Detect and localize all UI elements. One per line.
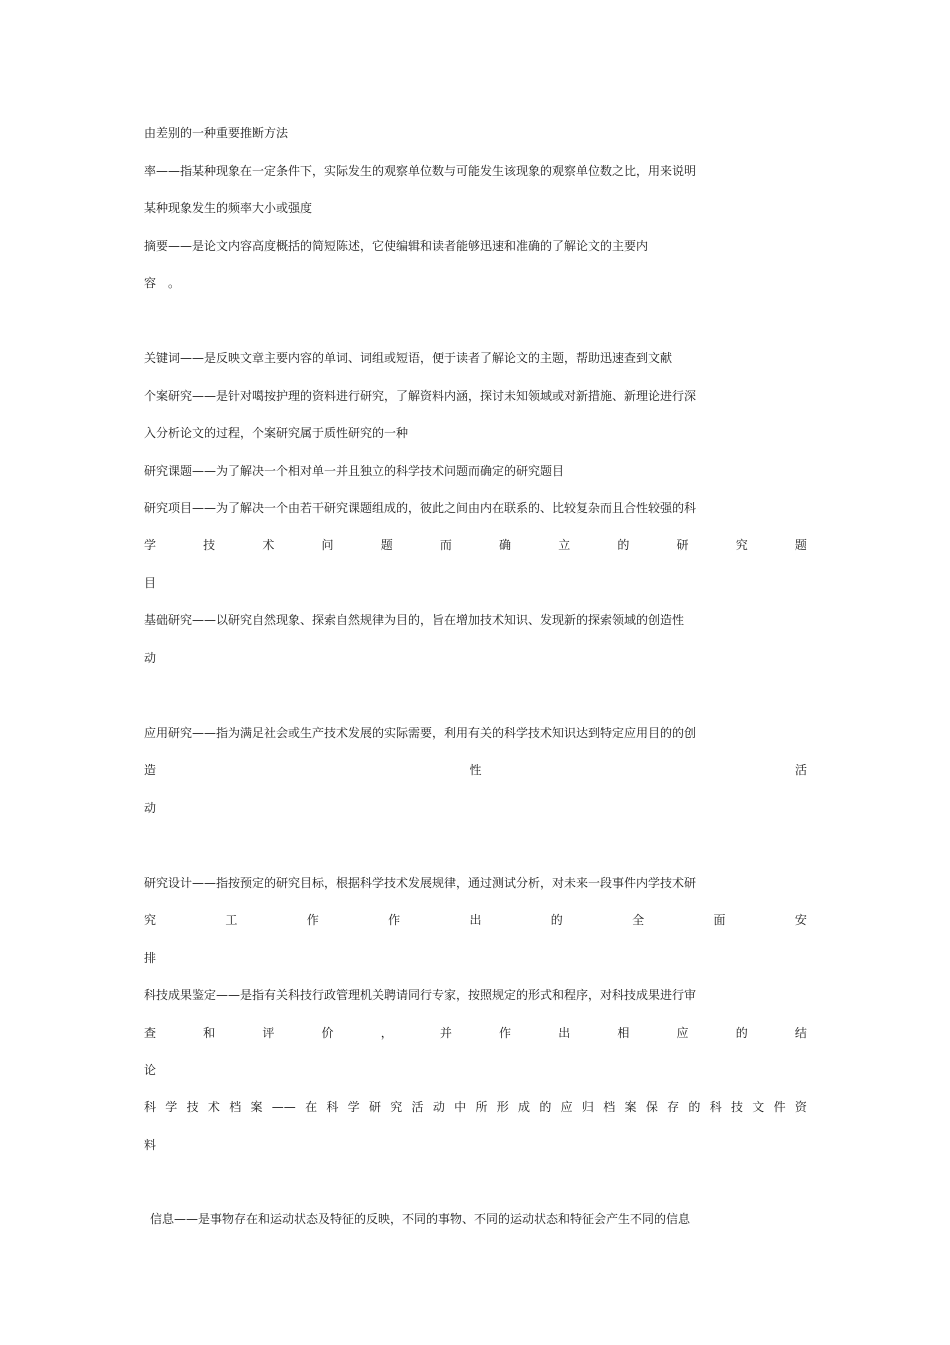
char: 性: [469, 763, 482, 777]
char: 应: [676, 1026, 689, 1040]
char: 安: [794, 913, 807, 927]
char: 所: [475, 1100, 488, 1114]
char: 究: [735, 538, 748, 552]
justified-line: [144, 1100, 807, 1114]
char: 中: [454, 1100, 467, 1114]
char: 而: [439, 538, 452, 552]
char: 术: [207, 1100, 220, 1114]
text-line: 容 。: [144, 276, 181, 290]
char: 确: [499, 538, 512, 552]
justified-line: [144, 1026, 807, 1040]
justified-line: [144, 538, 807, 552]
text-line: 动: [144, 801, 157, 815]
char: 学: [165, 1100, 178, 1114]
char: 作: [388, 913, 401, 927]
char: 档: [229, 1100, 242, 1114]
text-line: 关键词——是反映文章主要内容的单词、词组或短语，便于读者了解论文的主题，帮助迅速查到文献: [144, 351, 673, 365]
char: 全: [632, 913, 645, 927]
justified-line: [144, 763, 807, 777]
char: 并: [439, 1026, 452, 1040]
text-line: 目: [144, 576, 157, 590]
text-line: 入分析论文的过程，个案研究属于质性研究的一种: [144, 426, 409, 440]
char: 活: [411, 1100, 424, 1114]
text-line: 某种现象发生的频率大小或强度: [144, 201, 313, 215]
justified-line: [144, 913, 807, 927]
char: 查: [144, 1026, 157, 1040]
char: 档: [603, 1100, 616, 1114]
char: 的: [735, 1026, 748, 1040]
char: 案: [624, 1100, 637, 1114]
char: 评: [262, 1026, 275, 1040]
char: 结: [794, 1026, 807, 1040]
char: 的: [550, 913, 563, 927]
char: 案: [250, 1100, 263, 1114]
char: 技: [186, 1100, 199, 1114]
text-line: 排: [144, 951, 157, 965]
char: 的: [688, 1100, 701, 1114]
char: 的: [617, 538, 630, 552]
char: ——: [271, 1100, 296, 1114]
char: 成: [518, 1100, 531, 1114]
char: 科: [326, 1100, 339, 1114]
char: 归: [581, 1100, 594, 1114]
text-line: 信息——是事物存在和运动状态及特征的反映，不同的事物、不同的运动状态和特征会产生不同的信息: [150, 1212, 691, 1226]
char: 科: [144, 1100, 157, 1114]
char: 和: [203, 1026, 216, 1040]
char: 资: [794, 1100, 807, 1114]
char: 应: [560, 1100, 573, 1114]
char: 作: [306, 913, 319, 927]
char: 研: [368, 1100, 381, 1114]
char: 术: [262, 538, 275, 552]
text-line: 研究课题——为了解决一个相对单一并且独立的科学技术问题而确定的研究题目: [144, 464, 565, 478]
text-line: 科技成果鉴定——是指有关科技行政管理机关聘请同行专家，按照规定的形式和程序，对科技成果进行审: [144, 988, 697, 1002]
char: 在: [305, 1100, 318, 1114]
char: 作: [499, 1026, 512, 1040]
char: 科: [709, 1100, 722, 1114]
text-line: 应用研究——指为满足社会或生产技术发展的实际需要，利用有关的科学技术知识达到特定应用目的的创: [144, 726, 697, 740]
text-line: 基础研究——以研究自然现象、探索自然规律为目的，旨在增加技术知识、发现新的探索领域的创造性: [144, 613, 685, 627]
char: 究: [390, 1100, 403, 1114]
char: 造: [144, 763, 157, 777]
char: 题: [794, 538, 807, 552]
char: 存: [667, 1100, 680, 1114]
char: 面: [713, 913, 726, 927]
text-line: 摘要——是论文内容高度概括的简短陈述，它使编辑和读者能够迅速和准确的了解论文的主要内: [144, 239, 649, 253]
char: 工: [225, 913, 238, 927]
char: 的: [539, 1100, 552, 1114]
char: 价: [321, 1026, 334, 1040]
char: 技: [203, 538, 216, 552]
char: 问: [321, 538, 334, 552]
text-line: 动: [144, 651, 157, 665]
text-line: 料: [144, 1138, 157, 1152]
text-line: 论: [144, 1063, 157, 1077]
char: 学: [347, 1100, 360, 1114]
char: 件: [773, 1100, 786, 1114]
text-line: 研究项目——为了解决一个由若干研究课题组成的，彼此之间由内在联系的、比较复杂而且合性较强的科: [144, 501, 697, 515]
char: 形: [496, 1100, 509, 1114]
text-line: 由差别的一种重要推断方法: [144, 126, 289, 140]
text-line: 研究设计——指按预定的研究目标，根据科学技术发展规律，通过测试分析，对未来一段事件内学技术研: [144, 876, 697, 890]
char: 文: [752, 1100, 765, 1114]
char: 立: [558, 538, 571, 552]
char: 相: [617, 1026, 630, 1040]
text-line: 率——指某种现象在一定条件下，实际发生的观察单位数与可能发生该现象的观察单位数之比，用来说明: [144, 164, 697, 178]
char: 出: [469, 913, 482, 927]
char: 活: [794, 763, 807, 777]
text-line: 个案研究——是针对噶按护理的资料进行研究，了解资料内涵，探讨未知领域或对新措施、新理论进行深: [144, 389, 697, 403]
char: 保: [645, 1100, 658, 1114]
char: 动: [432, 1100, 445, 1114]
char: ，: [380, 1026, 393, 1040]
char: 学: [144, 538, 157, 552]
char: 技: [731, 1100, 744, 1114]
char: 出: [558, 1026, 571, 1040]
char: 题: [380, 538, 393, 552]
char: 究: [144, 913, 157, 927]
char: 研: [676, 538, 689, 552]
